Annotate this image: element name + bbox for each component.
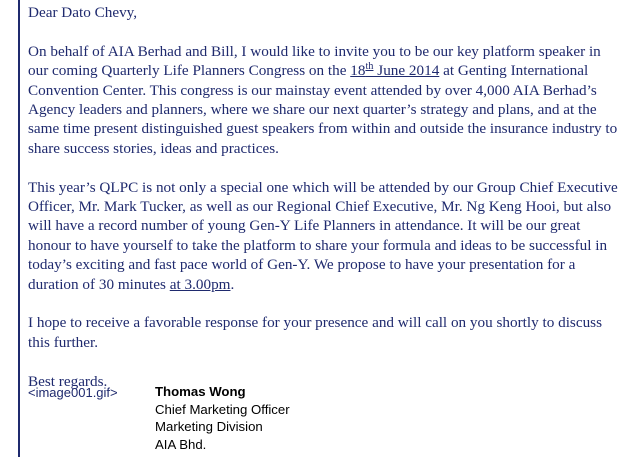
- date-ordinal-suffix: th: [365, 61, 374, 73]
- date-month-year: June 2014: [373, 62, 440, 80]
- signature-division: Marketing Division: [155, 419, 263, 434]
- signature-name: Thomas Wong: [155, 384, 246, 399]
- signature-company: AIA Bhd.: [155, 436, 207, 452]
- email-salutation: [28, 3, 624, 22]
- salutation-text: Dear Dato Chevy,: [28, 4, 138, 21]
- paragraph-qlpc-details: [28, 178, 624, 294]
- paragraph-invitation-text-end: at Genting International Convention Center. This congress is our mainstay event attended by over 4,000 AIA Berhad’s Agency leaders and planners, where we share our next quarter’s strategy and plans, and at the same time present distinguished guest speakers from within and outside the insurance industry to share success stories, ideas and practices.: [28, 62, 618, 157]
- date-day: 18: [350, 62, 366, 80]
- paragraph-closing-hope: I hope to receive a favorable response for your presence and will call on you shortly to discuss this further.: [28, 314, 602, 351]
- paragraph-invitation-text-start: On behalf of AIA Berhad and Bill, I would like to invite you to be our key platform speaker in our coming Quarterly Life Planners Congress on the: [28, 42, 601, 80]
- time-link[interactable]: at 3.00pm: [169, 275, 231, 293]
- email-signature-block: [28, 383, 588, 453]
- signature-title: Chief Marketing Officer: [155, 401, 290, 417]
- paragraph-best-regards: Best regards.: [28, 372, 108, 390]
- email-message-body: [28, 0, 624, 410]
- paragraph-qlpc-text-end: .: [230, 275, 235, 293]
- date-link[interactable]: [350, 62, 439, 79]
- email-quote-bar: [18, 0, 20, 457]
- paragraph-qlpc-text-start: This year’s QLPC is not only a special one which will be attended by our Group Chief Executive Officer, Mr. Mark Tucker, as well as our Regional Chief Executive, Mr. Ng Keng Hooi, but also will have a record number of young Gen-Y Life Planners in attendance. It will be our great honour to have yourself to take the platform to share your formula and ideas to be successful in today’s exciting and fast pace world of Gen-Y. We propose to have your presentation for a duration of 30 minutes: [28, 178, 618, 293]
- paragraph-invitation: [28, 42, 624, 158]
- signature-details: [155, 383, 290, 453]
- inline-image-placeholder: <image001.gif>: [28, 385, 118, 400]
